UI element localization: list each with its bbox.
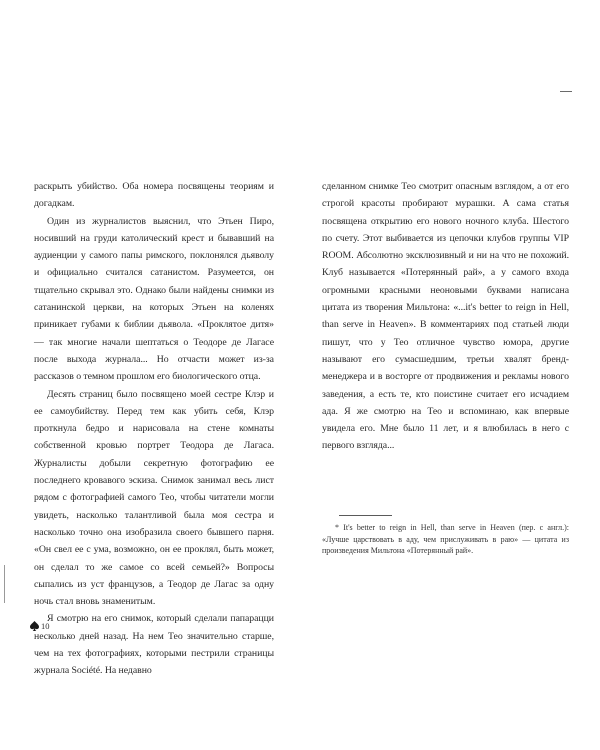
paragraph: Я смотрю на его снимок, который сделали папарацци несколько дней назад. На нем Тео значительно старше, чем на тех фотографиях, которыми пестрили страницы журнала Société. На недавно — [34, 613, 274, 677]
page-edge-mark — [4, 565, 5, 603]
paragraph: Десять страниц было посвящено моей сестре Клэр и ее самоубийству. Перед тем как убить себя, Клэр проткнула бедро и нарисовала на стене комнаты собственной кровью портрет Теодора де Лагаса. Журналисты добыли секретную фотографию ее последнего кровавого эскиза. Снимок занимал весь лист рядом с фотографией самого Тео, чтобы читатели могли увидеть, насколько талантливой была моя сестра и насколько точно она изобразила своего бывшего парня. «Он свел ее с ума, возможно, он ее проклял, быть может, он сделал то же самое со всей семьей?» Вопросы сыпались из уст французов, а Теодор де Лагас за одну ночь стал вновь знаменитым. — [34, 388, 274, 608]
footnote — [322, 522, 569, 557]
spade-icon — [30, 621, 39, 631]
header-rule — [560, 91, 572, 92]
paragraph: сделанном снимке Тео смотрит опасным взглядом, а от его строгой красоты пробирают мурашки. А сама статья посвящена открытию его нового ночного клуба. Шестого по счету. Этот выбивается из цепочки клубов группы VIP ROOM. Абсолютно эксклюзивный и ни на что не похожий. Клуб называется «Потерянный рай», а у самого входа огромными красными неоновыми буквами написана цитата из творения Мильтона: «...it's better to reign in Hell, than serve in Heaven». В комментариях под статьей люди пишут, что у Тео отличное чувство юмора, другие называют его сумасшедшим, третьи хвалят бренд-менеджера и в восторге от продвижения и рекламы нового заведения, а есть те, кто поистине считает его исчадием ада. Я же смотрю на Тео и вспоминаю, как впервые увидела его. Мне было 11 лет, и я влюбилась в него с первого взгляда... — [322, 181, 569, 452]
page-number: 10 — [41, 621, 50, 631]
page-number-block — [30, 621, 50, 631]
left-column — [34, 178, 274, 680]
paragraph: раскрыть убийство. Оба номера посвящены теориям и догадкам. — [34, 181, 274, 210]
footnote-text: * It's better to reign in Hell, than serve in Heaven (пер. с англ.): «Лучше царствовать в аду, чем прислуживать в раю» — цитата из произведения Мильтона «Потерянный рай». — [322, 523, 569, 555]
right-column — [322, 178, 569, 455]
footnote-rule — [339, 515, 392, 516]
paragraph: Один из журналистов выяснил, что Этьен Пиро, носивший на груди католический крест и бывавший на аудиенции у самого папы римского, поклонялся дьяволу и официально считался сатанистом. Разумеется, он тщательно скрывал это. Однако были найдены снимки из сатанинской церкви, на которых Этьен на коленях приникает губами к библии дьявола. «Проклятое дитя» — так многие начали шептаться о Теодоре де Лагасе после выхода журнала... Но отчасти может из-за рассказов о темном прошлом его биологического отца. — [34, 215, 274, 383]
